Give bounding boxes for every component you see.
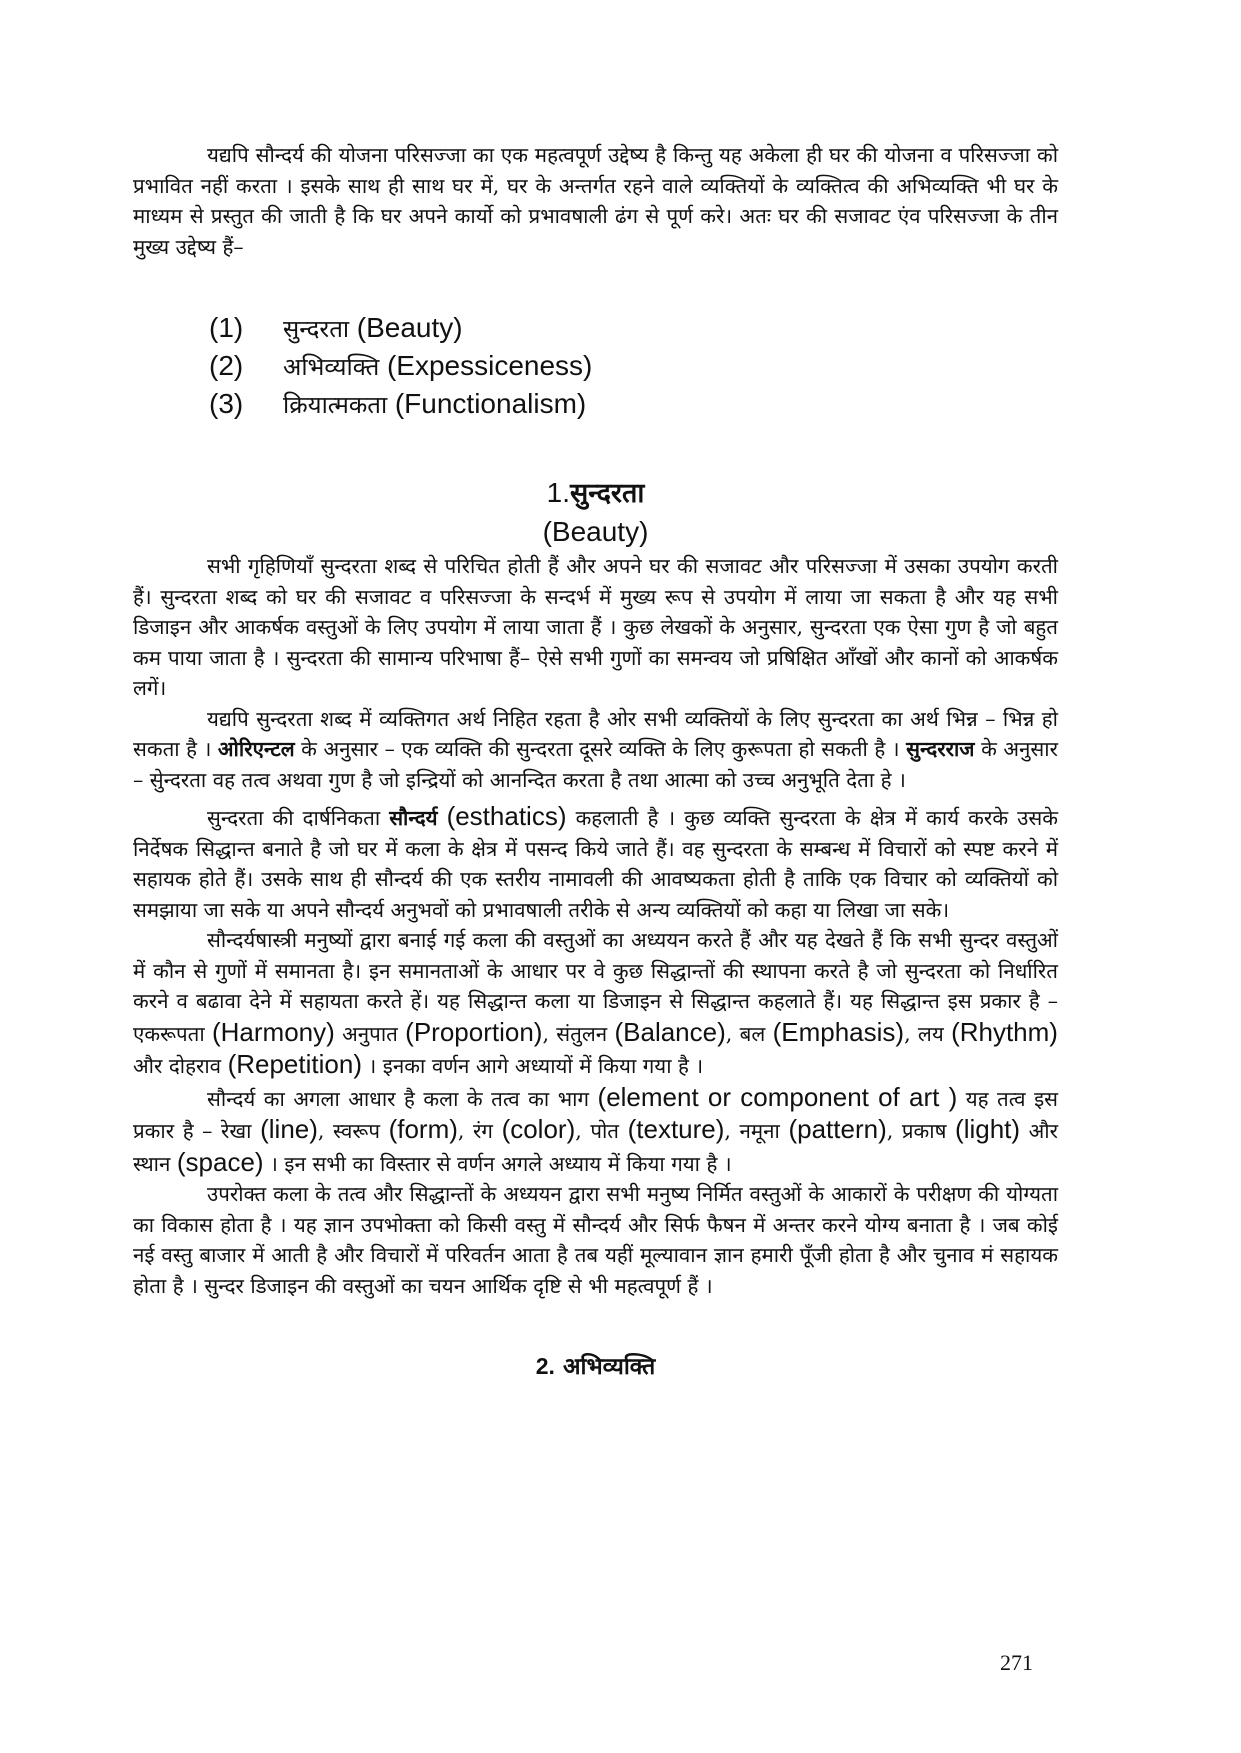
bold-term-oriental: ओरिएन्टल: [217, 737, 295, 761]
paragraph-4: सौन्दर्यषास्त्री मनुष्यों द्वारा बनाई गई कला की वस्तुओं का अध्ययन करते हैं और यह देखते हैं कि सभी सुन्दर वस्तुओं में कौन से गुणों में समानता है। इन समानताओं के आधार पर वे कुछ सिद्धान्तों की स्थापना करते है जो सुन्दरता को निर्धारित करने व बढावा देने में सहायता करते हें। यह सिद्धान्त कला या डिजाइन से सिद्धान्त कहलाते हैं। यह सिद्धान्त इस प्रकार है – एकरूपता (Harmony) अनुपात (Proportion), संतुलन (Balance), बल (Emphasis), लय (Rhythm) और दोहराव (Repetition) । इनका वर्णन आगे अध्यायों में किया गया है ।: [133, 928, 1058, 1079]
paragraph-1: सभी गृहिणियाँ सुन्दरता शब्द से परिचित होती हैं और अपने घर की सजावट और परिसज्जा में उसका उपयोग करती हैं। सुन्दरता शब्द को घर की सजावट व परिसज्जा के सन्दर्भ में मुख्य रूप से उपयोग में लाया जा सकता है और यह सभी डिजाइन और आकर्षक वस्तुओं के लिए उपयोग में लाया जाता हैं । कुछ लेखकों के अनुसार, सुन्दरता एक ऐसा गुण है जो बहुत कम पाया जाता है । सुन्दरता की सामान्य परिभाषा हैं– ऐसे सभी गुणों का समन्वय जो प्रषिक्षित आँखों और कानों को आकर्षक लगें।: [133, 554, 1058, 700]
list-item: [209, 312, 1058, 350]
paragraph-5: सौन्दर्य का अगला आधार है कला के तत्व का भाग (element or component of art ) यह तत्व इस प्रकार है – रेखा (line), स्वरूप (form), रंग (color), पोत (texture), नमूना (pattern), प्रकाष (light) और स्थान (space) । इन सभी का विस्तार से वर्णन अगले अध्याय में किया गया है ।: [133, 1081, 1059, 1177]
section-1-subtitle: (Beauty): [542, 516, 649, 547]
list-item: [209, 388, 1058, 426]
section-1-title: सुन्दरता: [570, 478, 645, 509]
section-2-title: अभिव्यक्ति: [562, 1353, 656, 1380]
section-2-heading: [133, 1349, 1058, 1381]
goals-list: [209, 312, 1058, 426]
list-item-hindi: सुन्दरता: [283, 315, 350, 343]
term-esthatics: (esthatics): [446, 801, 567, 831]
bold-term-sundarraj: सुन्दरराज: [906, 737, 975, 761]
paragraph-2: यद्यपि सुन्दरता शब्द में व्यक्तिगत अर्थ निहित रहता है ओर सभी व्यक्तियों के लिए सुन्दरता का अर्थ भिन्न – भिन्न हो सकता है । ओरिएन्टल के अनुसार – एक व्यक्ति की सुन्दरता दूसरे व्यक्ति के लिए कुरूपता हो सकती है । सुन्दरराज के अनुसार – सेुन्दरता वह तत्व अथवा गुण है जो इन्द्रियों को आनन्दित करता है तथा आत्मा को उच्च अनुभूति देता हे ।: [133, 706, 1058, 792]
list-item-number: (3): [209, 388, 244, 419]
list-item-english: (Functionalism): [394, 388, 587, 419]
page-number: 271: [1000, 1650, 1033, 1675]
list-item-hindi: क्रियात्मकता: [283, 391, 388, 419]
document-page: [133, 140, 1058, 1381]
list-item-number: (1): [209, 312, 244, 343]
section-2-number: 2.: [535, 1353, 555, 1379]
paragraph-3: सुन्दरता की दार्षनिकता सौन्दर्य (esthatics) कहलाती है । कुछ व्यक्ति सुन्दरता के क्षेत्र में कार्य करके उसके निर्देषक सिद्धान्त बनाते है जो घर में कला के क्षेत्र में पसन्द किये जाते हैं। वह सुन्दरता के सम्बन्ध में विचारों को स्पष्ट करने में सहायक होते हैं। उसके साथ ही सौन्दर्य की एक स्तरीय नामावली की आवष्यकता होती है ताकि एक विचार को व्यक्तियों को समझाया जा सके या अपने सौन्दर्य अनुभवों को प्रभावषाली तरीके से अन्य व्यक्तियों को कहा या लिखा जा सके।: [133, 801, 1058, 922]
section-1-number: 1.: [546, 477, 570, 508]
intro-paragraph: यद्यपि सौन्दर्य की योजना परिसज्जा का एक महत्वपूर्ण उद्देष्य है किन्तु यह अकेला ही घर की योजना व परिसज्जा को प्रभावित नहीं करता । इसके साथ ही साथ घर में, घर के अन्तर्गत रहने वाले व्यक्तियों के व्यक्तित्व की अभिव्यक्ति भी घर के माध्यम से प्रस्तुत की जाती है कि घर अपने कार्यो को प्रभावषाली ढंग से पूर्ण करे। अतः घर की सजावट एंव परिसज्जा के तीन मुख्य उद्देष्य हैं–: [133, 143, 1058, 259]
list-item-number: (2): [209, 350, 244, 381]
bold-term-saundarya: सौन्दर्य: [389, 806, 438, 830]
paragraph-6: उपरोक्त कला के तत्व और सिद्धान्तों के अध्ययन द्वारा सभी मनुष्य निर्मित वस्तुओं के आकारों के परीक्षण की योग्यता का विकास होता है । यह ज्ञान उपभोक्ता को किसी वस्तु में सौन्दर्य और सिर्फ फैषन में अन्तर करने योग्य बनाता है । जब कोई नई वस्तु बाजार में आती है और विचारों में परिवर्तन आता है तब यहीं मूल्यावान ज्ञान हमारी पूँजी होता है और चुनाव मं सहायक होता है । सुन्दर डिजाइन की वस्तुओं का चयन आर्थिक दृष्टि से भी महत्वपूर्ण हैं ।: [133, 1182, 1058, 1298]
list-item-hindi: अभिव्यक्ति: [283, 353, 380, 381]
section-1-heading: [133, 474, 1058, 551]
list-item: [209, 350, 1058, 388]
list-item-english: (Expessiceness): [386, 350, 593, 381]
list-item-english: (Beauty): [356, 312, 463, 343]
